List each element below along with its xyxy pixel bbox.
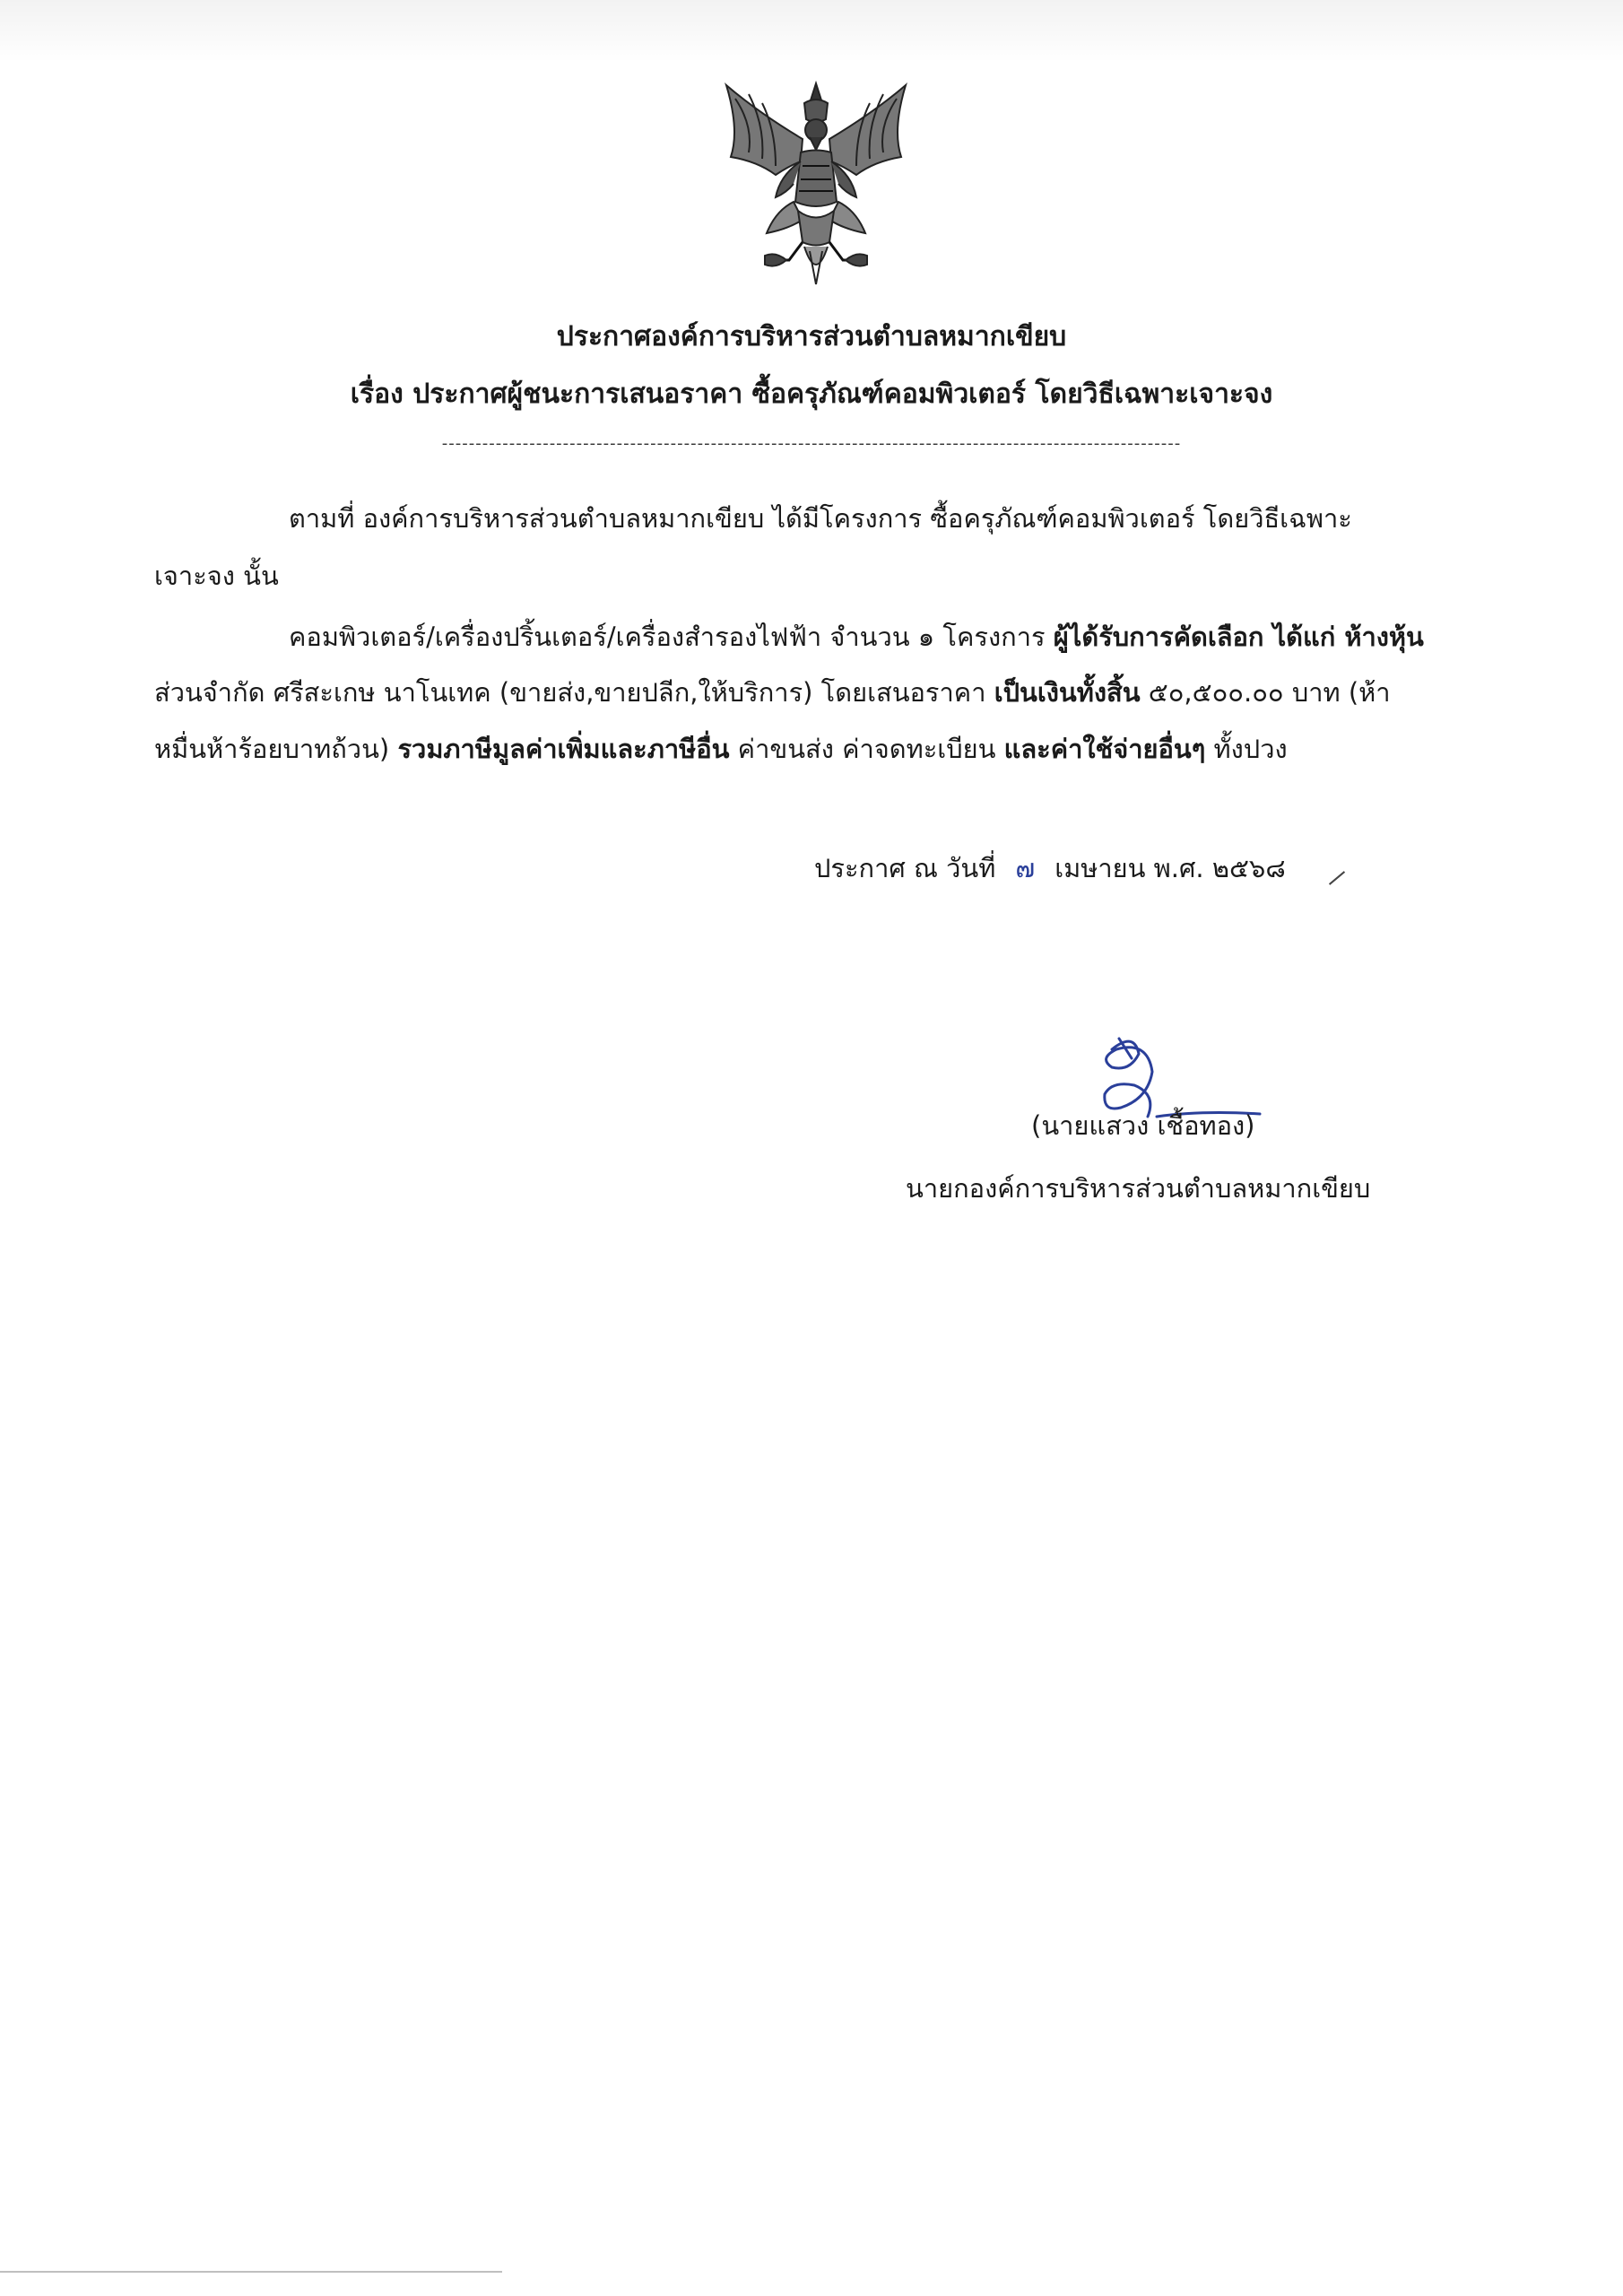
scan-shadow: [0, 0, 1623, 63]
text-segment: หมื่นห้าร้อยบาทถ้วน): [154, 734, 398, 764]
date-month-year: เมษายน พ.ศ. ๒๕๖๘: [1055, 853, 1286, 883]
date-prefix: ประกาศ ณ วันที่: [814, 853, 996, 883]
text-segment: ค่าขนส่ง ค่าจดทะเบียน: [729, 734, 1004, 764]
bold-text-segment: ได้แก่ ห้างหุ้น: [1263, 622, 1424, 652]
paragraph-2-line-2: [154, 674, 1391, 710]
bold-text-segment: เป็นเงินทั้งสิ้น: [994, 677, 1141, 708]
paragraph-2-line-1: [289, 619, 1424, 655]
bold-text-segment: รวมภาษีมูลค่าเพิ่มและภาษีอื่น: [397, 734, 730, 764]
paragraph-1-line-2: เจาะจง นั้น: [154, 561, 279, 591]
text-segment: ส่วนจำกัด ศรีสะเกษ นาโนเทค (ขายส่ง,ขายปลีก,ให้บริการ) โดยเสนอราคา: [154, 677, 994, 708]
announcement-subject: เรื่อง ประกาศผู้ชนะการเสนอราคา ซื้อครุภัณฑ์คอมพิวเตอร์ โดยวิธีเฉพาะเจาะจง: [350, 378, 1273, 410]
signatory-position: นายกองค์การบริหารส่วนตำบลหมากเขียบ: [906, 1173, 1371, 1204]
bold-text-segment: และค่าใช้จ่ายอื่นๆ: [1003, 734, 1206, 764]
paragraph-1-line-1: ตามที่ องค์การบริหารส่วนตำบลหมากเขียบ ได้มีโครงการ ซื้อครุภัณฑ์คอมพิวเตอร์ โดยวิธีเฉพาะ: [289, 503, 1352, 534]
header-divider: --------------------------------------------------------------------------------------------------------------: [441, 434, 1182, 453]
text-segment: ทั้งปวง: [1205, 734, 1288, 764]
announcement-title: ประกาศองค์การบริหารส่วนตำบลหมากเขียบ: [556, 321, 1067, 352]
announcement-date: [814, 850, 1286, 886]
text-segment: ๕๐,๕๐๐.๐๐ บาท (ห้า: [1140, 677, 1391, 708]
date-day-handwritten: ๗: [1015, 853, 1036, 883]
pen-mark: [1329, 871, 1345, 885]
scan-artifact-line: [0, 2271, 502, 2273]
text-segment: คอมพิวเตอร์/เครื่องปริ้นเตอร์/เครื่องสำรองไฟฟ้า จำนวน ๑ โครงการ: [289, 622, 1054, 652]
garuda-emblem-icon: [704, 76, 928, 291]
signatory-name: (นายแสวง เชื้อทอง): [1031, 1110, 1255, 1141]
bold-text-segment: ผู้ได้รับการคัดเลือก: [1053, 622, 1264, 652]
paragraph-2-line-3: [154, 731, 1288, 767]
